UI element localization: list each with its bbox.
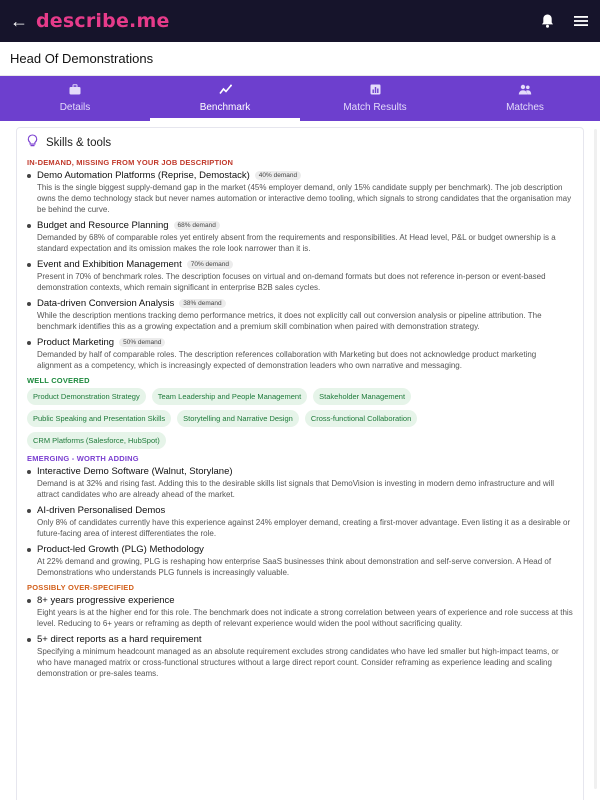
skill-description: Specifying a minimum headcount managed as an absolute requirement excludes strong candidates who have led smaller but high-impact teams, or who have managed matrix or cross-functional structures without a large direct report count. Consider reframing as experience leading and scaling demonstration or pre-sales teams. (37, 647, 559, 678)
tab-label: Matches (506, 102, 544, 113)
skill-description: Eight years is at the higher end for this role. The benchmark does not indicate a strong correlation between years of experience and role success at this level. Reducing to 6+ years or reframing as depth of relevant experience would widen the pool without sacrificing quality. (37, 608, 573, 628)
list-item (27, 634, 573, 679)
skill-title: Budget and Resource Planning (37, 220, 169, 231)
back-arrow-icon[interactable]: ← (10, 10, 28, 31)
skill-title: Demo Automation Platforms (Reprise, Demostack) (37, 170, 250, 181)
bullet-icon (27, 224, 31, 228)
lightbulb-icon (27, 134, 38, 152)
skill-chip: Product Demonstration Strategy (27, 388, 146, 405)
list-item (27, 505, 573, 539)
demand-badge: 68% demand (174, 221, 220, 230)
menu-icon[interactable] (572, 12, 590, 30)
bar-chart-icon (370, 84, 381, 98)
bullet-icon (27, 263, 31, 267)
demand-badge: 70% demand (187, 260, 233, 269)
skill-description: This is the single biggest supply-demand gap in the market (45% employer demand, only 15% candidate supply per benchmark). The job description owns the demo technology stack but never names automation or interactive demo tooling, which signals to strong candidates that the organisation may be behind the curve. (37, 183, 572, 214)
tab-details[interactable] (0, 76, 150, 121)
page-header (0, 42, 600, 76)
card-header (27, 134, 573, 152)
bullet-icon (27, 548, 31, 552)
tab-match-results[interactable] (300, 76, 450, 121)
tab-matches[interactable] (450, 76, 600, 121)
skill-description: Demand is at 32% and rising fast. Adding this to the desirable skills list signals that DemoVision is investing in modern demo infrastructure and will attract candidates who are already ahead of the market. (37, 479, 554, 499)
skills-card (16, 127, 584, 800)
skill-description: Present in 70% of benchmark roles. The description focuses on virtual and on-demand formats but does not reference in-person or event-based demonstration contexts, which remain significant in enterprise B2B sales cycles. (37, 272, 546, 292)
skill-title: Product Marketing (37, 337, 115, 348)
list-item (27, 337, 573, 371)
section-label-overspecified: POSSIBLY OVER-SPECIFIED (27, 583, 135, 592)
page-title: Head Of Demonstrations (10, 51, 154, 66)
app-logo[interactable]: describe.me (36, 10, 170, 32)
skill-title: Product-led Growth (PLG) Methodology (37, 544, 204, 555)
skill-chip: Storytelling and Narrative Design (177, 410, 299, 427)
card-title: Skills & tools (46, 137, 112, 149)
main-content (0, 121, 600, 800)
chip-group (27, 388, 487, 449)
scrollbar[interactable] (594, 129, 597, 789)
bullet-icon (27, 638, 31, 642)
tab-bar (0, 76, 600, 121)
bullet-icon (27, 302, 31, 306)
skill-description: At 22% demand and growing, PLG is reshaping how enterprise SaaS businesses think about demonstration and self-serve conversion. A Head of Demonstrations who understands PLG funnels is increasingly valuable. (37, 557, 552, 577)
demand-badge: 38% demand (179, 299, 225, 308)
list-item (27, 544, 573, 578)
tab-benchmark[interactable] (150, 76, 300, 121)
bullet-icon (27, 509, 31, 513)
skill-description: Demanded by 68% of comparable roles yet entirely absent from the requirements and responsibilities. At Head level, P&L or budget ownership is a standard expectation and its omission makes the role look narrower than it is. (37, 233, 556, 253)
skill-title: Interactive Demo Software (Walnut, Storylane) (37, 466, 233, 477)
list-item (27, 466, 573, 500)
section-label-missing: IN-DEMAND, MISSING FROM YOUR JOB DESCRIPTION (27, 158, 234, 167)
bullet-icon (27, 174, 31, 178)
skill-chip: Team Leadership and People Management (152, 388, 307, 405)
skill-chip: Cross-functional Collaboration (305, 410, 417, 427)
skill-title: 5+ direct reports as a hard requirement (37, 634, 202, 645)
people-icon (518, 84, 532, 98)
demand-badge: 50% demand (119, 338, 165, 347)
skill-chip: CRM Platforms (Salesforce, HubSpot) (27, 432, 166, 449)
list-item (27, 220, 573, 254)
bullet-icon (27, 341, 31, 345)
briefcase-icon (69, 84, 81, 98)
skill-description: Only 8% of candidates currently have this experience against 24% employer demand, creating a first-mover advantage. Even listing it as a desirable or future-facing area of interest differentiates the role. (37, 518, 571, 538)
section-label-emerging: EMERGING - WORTH ADDING (27, 454, 139, 463)
section-label-covered: WELL COVERED (27, 376, 90, 385)
trend-icon (219, 84, 232, 98)
bullet-icon (27, 599, 31, 603)
bullet-icon (27, 470, 31, 474)
tab-label: Benchmark (199, 102, 251, 113)
skill-title: AI-driven Personalised Demos (37, 505, 166, 516)
tab-label: Details (59, 102, 91, 113)
list-item (27, 170, 573, 215)
skill-chip: Public Speaking and Presentation Skills (27, 410, 171, 427)
list-item (27, 595, 573, 629)
skill-chip: Stakeholder Management (313, 388, 411, 405)
top-app-bar (0, 0, 600, 42)
bell-icon[interactable] (538, 12, 556, 30)
skill-title: Data-driven Conversion Analysis (37, 298, 175, 309)
skill-title: Event and Exhibition Management (37, 259, 182, 270)
skill-description: Demanded by half of comparable roles. The description references collaboration with Marketing but does not acknowledge product marketing alignment as a competency, which is increasingly expected of demonstration leaders who own narrative and messaging. (37, 350, 537, 370)
skill-title: 8+ years progressive experience (37, 595, 175, 606)
list-item (27, 259, 573, 293)
demand-badge: 40% demand (255, 171, 301, 180)
tab-label: Match Results (343, 102, 407, 113)
list-item (27, 298, 573, 332)
skill-description: While the description mentions tracking demo performance metrics, it does not explicitly call out conversion analysis or pipeline attribution. The benchmark identifies this as a growing expectation and a premium skill combination when paired with demonstration strategy. (37, 311, 542, 331)
